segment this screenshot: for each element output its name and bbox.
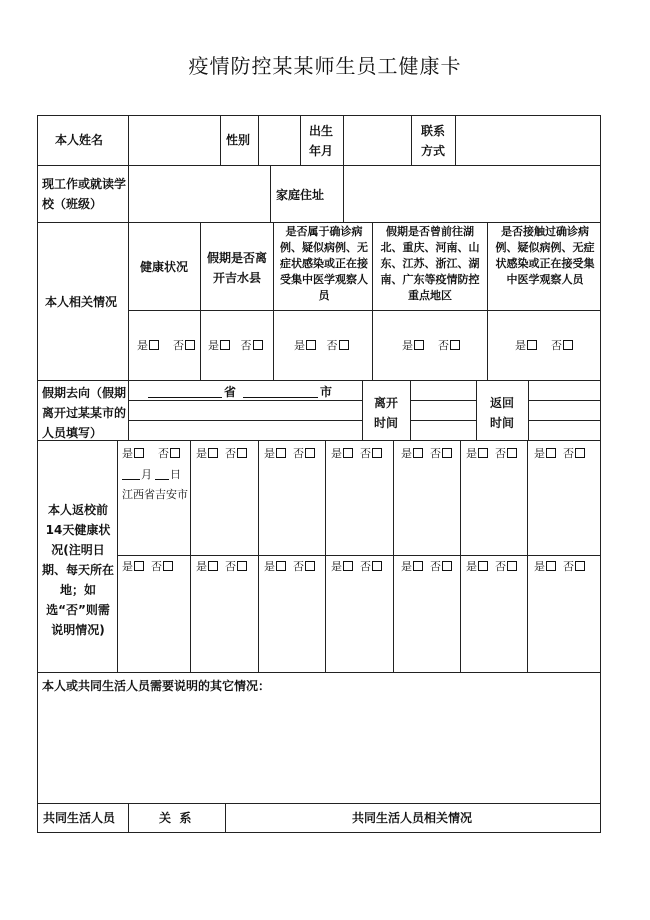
- yes-checkbox[interactable]: [343, 448, 353, 458]
- yes-label: 是: [466, 560, 477, 573]
- yes-checkbox[interactable]: [546, 561, 556, 571]
- yes-label: 是: [534, 447, 545, 460]
- other-field[interactable]: [40, 698, 598, 801]
- day-choice: [264, 560, 315, 574]
- yes-checkbox[interactable]: [208, 448, 218, 458]
- no-label: 否: [430, 447, 441, 460]
- no-checkbox[interactable]: [253, 340, 263, 350]
- yes-label: 是: [331, 560, 342, 573]
- no-label: 否: [158, 447, 169, 460]
- day1-choice: [122, 447, 180, 461]
- name-label: 本人姓名: [55, 133, 104, 147]
- day-choice: [466, 447, 517, 461]
- return14-section-label: 本人返校前14天健康状况(注明日期、每天所在地；如选“否”则需说明情况): [41, 503, 114, 637]
- no-checkbox[interactable]: [339, 340, 349, 350]
- no-label: 否: [360, 447, 371, 460]
- yes-label: 是: [294, 339, 305, 352]
- cohab-info-label: 共同生活人员相关情况: [352, 811, 473, 825]
- status-header-travel-areas: 假期是否曾前往湖北、重庆、河南、山东、江苏、浙江、湖南、广东等疫情防控重点地区: [380, 225, 480, 302]
- no-checkbox[interactable]: [163, 561, 173, 571]
- school-label: 现工作或就读学校（班级）: [42, 177, 127, 211]
- yes-label: 是: [196, 560, 207, 573]
- no-checkbox[interactable]: [507, 448, 517, 458]
- month-blank[interactable]: [122, 479, 140, 480]
- yes-label: 是: [208, 339, 219, 352]
- no-checkbox[interactable]: [237, 448, 247, 458]
- day-choice: [196, 447, 247, 461]
- no-label: 否: [225, 447, 236, 460]
- no-checkbox[interactable]: [372, 561, 382, 571]
- no-label: 否: [438, 339, 449, 352]
- day-choice: [122, 560, 173, 574]
- status-choice-left-county: [208, 339, 263, 353]
- no-label: 否: [563, 560, 574, 573]
- no-checkbox[interactable]: [442, 448, 452, 458]
- province-label: 省: [224, 385, 237, 399]
- no-checkbox[interactable]: [450, 340, 460, 350]
- no-checkbox[interactable]: [305, 561, 315, 571]
- yes-checkbox[interactable]: [149, 340, 159, 350]
- location-text: 江西省吉安市: [122, 488, 188, 501]
- no-label: 否: [551, 339, 562, 352]
- status-choice-contact: [515, 339, 573, 353]
- status-header-health: 健康状况: [139, 260, 188, 274]
- yes-checkbox[interactable]: [546, 448, 556, 458]
- no-label: 否: [151, 560, 162, 573]
- no-checkbox[interactable]: [170, 448, 180, 458]
- yes-label: 是: [534, 560, 545, 573]
- day-choice: [196, 560, 247, 574]
- status-header-left-county: 假期是否离开吉水县: [206, 251, 267, 285]
- address-label: 家庭住址: [276, 188, 325, 202]
- no-checkbox[interactable]: [563, 340, 573, 350]
- no-label: 否: [495, 447, 506, 460]
- no-label: 否: [326, 339, 338, 352]
- day-choice: [401, 447, 452, 461]
- day-label: 日: [170, 468, 181, 481]
- status-header-confirmed: 是否属于确诊病例、疑似病例、无症状感染或正在接受集中医学观察人员: [280, 225, 368, 302]
- yes-label: 是: [401, 560, 412, 573]
- no-label: 否: [430, 560, 441, 573]
- yes-checkbox[interactable]: [478, 448, 488, 458]
- no-label: 否: [173, 339, 184, 352]
- page-title: 疫情防控某某师生员工健康卡: [188, 54, 462, 78]
- yes-label: 是: [401, 447, 412, 460]
- gender-field[interactable]: [260, 118, 298, 163]
- city-blank[interactable]: [243, 397, 318, 398]
- yes-checkbox[interactable]: [413, 561, 423, 571]
- yes-label: 是: [137, 339, 148, 352]
- birth-label: 出生年月: [308, 124, 333, 158]
- leave-time-label: 离开时间: [373, 396, 398, 430]
- status-choice-health: [137, 339, 195, 353]
- no-label: 否: [240, 339, 252, 352]
- day-choice: [534, 560, 585, 574]
- yes-label: 是: [264, 560, 275, 573]
- return-time-label: 返回时间: [489, 396, 514, 430]
- address-field[interactable]: [345, 168, 599, 220]
- yes-checkbox[interactable]: [220, 340, 230, 350]
- day-choice: [331, 560, 382, 574]
- yes-checkbox[interactable]: [276, 448, 286, 458]
- no-label: 否: [293, 447, 304, 460]
- cohab-label: 共同生活人员: [43, 811, 116, 825]
- yes-label: 是: [515, 339, 526, 352]
- birth-field[interactable]: [345, 118, 409, 163]
- no-label: 否: [495, 560, 506, 573]
- name-field[interactable]: [130, 118, 218, 163]
- no-checkbox[interactable]: [305, 448, 315, 458]
- day-choice: [401, 560, 452, 574]
- status-choice-confirmed: [294, 339, 349, 353]
- day-choice: [331, 447, 382, 461]
- status-section-label: 本人相关情况: [45, 295, 118, 309]
- no-checkbox[interactable]: [237, 561, 247, 571]
- yes-checkbox[interactable]: [478, 561, 488, 571]
- gender-label: 性别: [226, 133, 251, 147]
- day-blank[interactable]: [155, 479, 169, 480]
- contact-label: 联系方式: [420, 124, 445, 158]
- yes-checkbox[interactable]: [134, 448, 144, 458]
- yes-checkbox[interactable]: [413, 448, 423, 458]
- yes-checkbox[interactable]: [414, 340, 424, 350]
- contact-field[interactable]: [457, 118, 599, 163]
- day-choice: [264, 447, 315, 461]
- relation-label: 关 系: [159, 811, 192, 825]
- yes-checkbox[interactable]: [306, 340, 316, 350]
- yes-label: 是: [402, 339, 413, 352]
- no-checkbox[interactable]: [575, 448, 585, 458]
- yes-label: 是: [122, 560, 133, 573]
- no-label: 否: [225, 560, 236, 573]
- status-header-contact: 是否接触过确诊病例、疑似病例、无症状感染或正在接受集中医学观察人员: [495, 225, 595, 286]
- other-label: 本人或共同生活人员需要说明的其它情况：: [42, 679, 271, 693]
- yes-label: 是: [196, 447, 207, 460]
- day-choice: [534, 447, 585, 461]
- no-checkbox[interactable]: [185, 340, 195, 350]
- no-label: 否: [360, 560, 371, 573]
- day-choice: [466, 560, 517, 574]
- yes-label: 是: [466, 447, 477, 460]
- travel-section-label: 假期去向（假期离开过某某市的人员填写）: [42, 386, 127, 440]
- no-label: 否: [563, 447, 574, 460]
- city-label: 市: [320, 385, 333, 399]
- status-choice-travel-areas: [402, 339, 460, 353]
- yes-label: 是: [331, 447, 342, 460]
- no-checkbox[interactable]: [372, 448, 382, 458]
- no-checkbox[interactable]: [575, 561, 585, 571]
- yes-label: 是: [122, 447, 133, 460]
- no-checkbox[interactable]: [507, 561, 517, 571]
- yes-label: 是: [264, 447, 275, 460]
- no-checkbox[interactable]: [442, 561, 452, 571]
- yes-checkbox[interactable]: [134, 561, 144, 571]
- yes-checkbox[interactable]: [208, 561, 218, 571]
- yes-checkbox[interactable]: [343, 561, 353, 571]
- province-blank[interactable]: [148, 397, 222, 398]
- school-field[interactable]: [130, 168, 268, 220]
- yes-checkbox[interactable]: [527, 340, 537, 350]
- month-label: 月: [141, 468, 152, 481]
- no-label: 否: [293, 560, 304, 573]
- yes-checkbox[interactable]: [276, 561, 286, 571]
